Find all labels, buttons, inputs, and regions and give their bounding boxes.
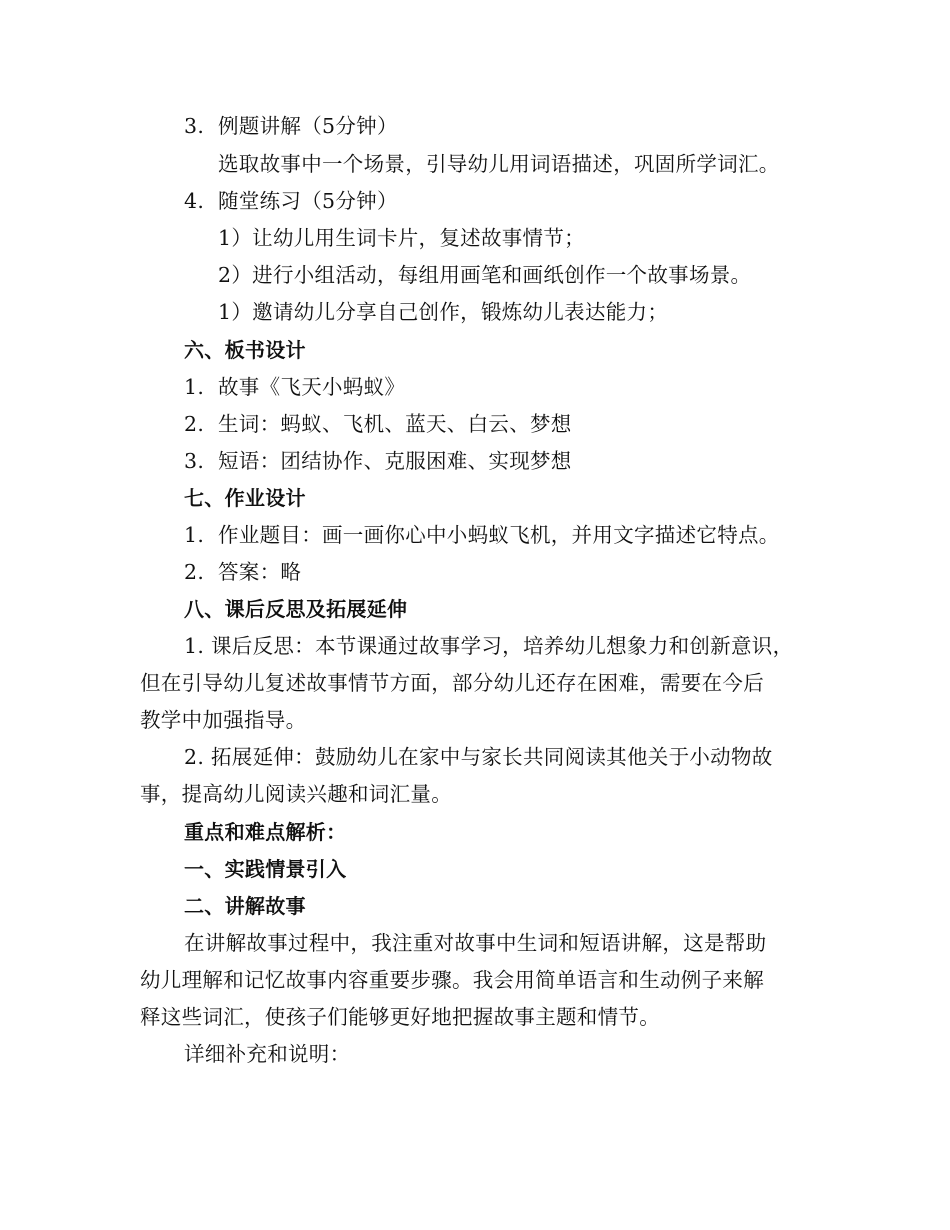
list-text: 随堂练习（5分钟） [218,189,398,213]
list-number: 1. [184,523,205,547]
paragraph-line: 选取故事中一个场景，引导幼儿用词语描述，巩固所学词汇。 [218,152,780,176]
paragraph-line: 事，提高幼儿阅读兴趣和词汇量。 [140,782,452,806]
list-number: 1. [184,375,205,399]
section-heading: 一、实践情景引入 [184,857,347,881]
list-number: 2. [184,412,205,436]
list-item [184,558,301,586]
sub-item: 1）邀请幼儿分享自己创作，锻炼幼儿表达能力； [218,300,669,324]
section-heading: 重点和难点解析： [184,820,347,844]
paragraph-line: 教学中加强指导。 [140,708,307,732]
section-heading: 八、课后反思及拓展延伸 [184,597,408,621]
paragraph-line: 1. 课后反思：本节课通过故事学习，培养幼儿想象力和创新意识， [184,634,794,658]
list-number: 3. [184,114,205,138]
list-text: 生词：蚂蚁、飞机、蓝天、白云、梦想 [218,412,572,436]
paragraph-line: 幼儿理解和记忆故事内容重要步骤。我会用简单语言和生动例子来解 [140,968,764,992]
list-text: 作业题目：画一画你心中小蚂蚁飞机，并用文字描述它特点。 [218,523,780,547]
list-text: 例题讲解（5分钟） [218,114,398,138]
list-item [184,112,398,140]
paragraph-line: 在讲解故事过程中，我注重对故事中生词和短语讲解，这是帮助 [184,931,767,955]
paragraph-line: 2. 拓展延伸：鼓励幼儿在家中与家长共同阅读其他关于小动物故 [184,745,773,769]
sub-item: 1）让幼儿用生词卡片，复述故事情节； [218,226,585,250]
list-item [184,410,572,438]
paragraph-line: 但在引导幼儿复述故事情节方面，部分幼儿还存在困难，需要在今后 [140,671,764,695]
list-item [184,187,398,215]
list-number: 4. [184,189,205,213]
list-text: 短语：团结协作、克服困难、实现梦想 [218,449,572,473]
section-heading: 二、讲解故事 [184,894,306,918]
list-text: 答案：略 [218,560,302,584]
list-item [184,447,572,475]
list-number: 3. [184,449,205,473]
list-item [184,373,405,401]
list-number: 2. [184,560,205,584]
paragraph-line: 释这些词汇，使孩子们能够更好地把握故事主题和情节。 [140,1005,660,1029]
paragraph-line: 详细补充和说明： [184,1042,351,1066]
section-heading: 七、作业设计 [184,486,306,510]
section-heading: 六、板书设计 [184,338,306,362]
list-text: 故事《飞天小蚂蚁》 [218,375,406,399]
list-item [184,521,780,549]
sub-item: 2）进行小组活动，每组用画笔和画纸创作一个故事场景。 [218,263,752,287]
